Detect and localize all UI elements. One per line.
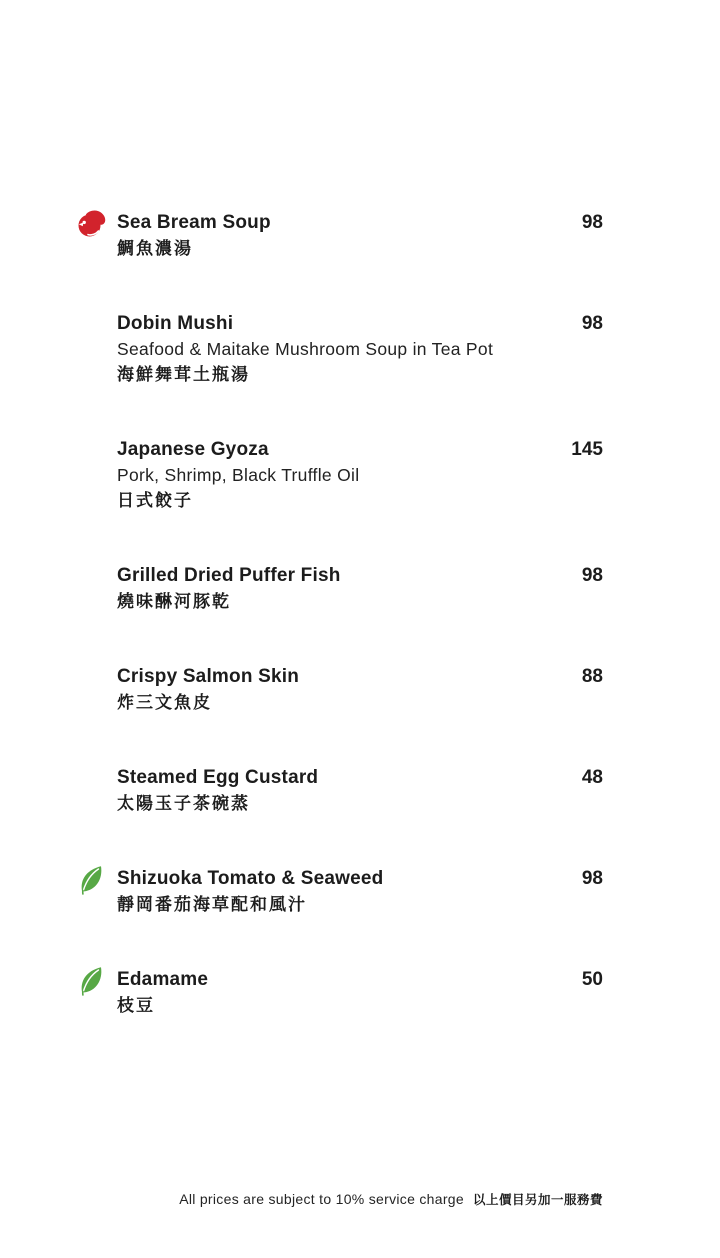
item-name: Dobin Mushi — [117, 313, 234, 334]
item-price: 98 — [581, 313, 603, 334]
item-name: Sea Bream Soup — [117, 212, 271, 233]
item-name: Edamame — [117, 969, 209, 990]
menu-item — [117, 437, 603, 514]
fish-icon — [76, 207, 108, 239]
item-price: 48 — [581, 767, 603, 788]
service-charge-note-en: All prices are subject to 10% service charge — [179, 1191, 464, 1207]
item-name: Shizuoka Tomato & Seaweed — [117, 868, 384, 889]
menu-item — [117, 664, 603, 716]
item-name-chinese: 靜岡番茄海草配和風汁 — [117, 895, 307, 914]
item-name-chinese: 日式餃子 — [117, 491, 193, 510]
item-name-chinese: 炸三文魚皮 — [117, 693, 212, 712]
item-name-chinese: 枝豆 — [117, 996, 155, 1015]
item-icon-slot — [76, 207, 108, 239]
leaf-icon — [76, 863, 108, 895]
item-name-chinese: 太陽玉子茶碗蒸 — [117, 794, 250, 813]
item-description: Seafood & Maitake Mushroom Soup in Tea Pot — [117, 339, 494, 359]
item-name: Crispy Salmon Skin — [117, 666, 300, 687]
item-name-chinese: 鯛魚濃湯 — [117, 239, 193, 258]
footer-note — [179, 1190, 603, 1208]
item-price: 98 — [581, 565, 603, 586]
menu-item — [117, 210, 603, 262]
leaf-icon — [76, 964, 108, 996]
item-price: 145 — [571, 439, 603, 460]
item-icon-slot — [76, 964, 108, 996]
item-price: 98 — [581, 868, 603, 889]
menu-item — [117, 967, 603, 1019]
item-price: 88 — [581, 666, 603, 687]
menu-item — [117, 866, 603, 918]
menu-list — [117, 210, 603, 1068]
menu-item — [117, 563, 603, 615]
menu-item — [117, 311, 603, 388]
item-name: Grilled Dried Puffer Fish — [117, 565, 341, 586]
item-icon-slot — [76, 863, 108, 895]
item-name: Japanese Gyoza — [117, 439, 269, 460]
item-price: 50 — [581, 969, 603, 990]
item-name-chinese: 燒味醂河豚乾 — [117, 592, 231, 611]
item-description: Pork, Shrimp, Black Truffle Oil — [117, 465, 360, 485]
item-name: Steamed Egg Custard — [117, 767, 319, 788]
item-name-chinese: 海鮮舞茸土瓶湯 — [117, 365, 250, 384]
item-price: 98 — [581, 212, 603, 233]
menu-item — [117, 765, 603, 817]
service-charge-note-zh: 以上價目另加一服務費 — [472, 1193, 603, 1207]
